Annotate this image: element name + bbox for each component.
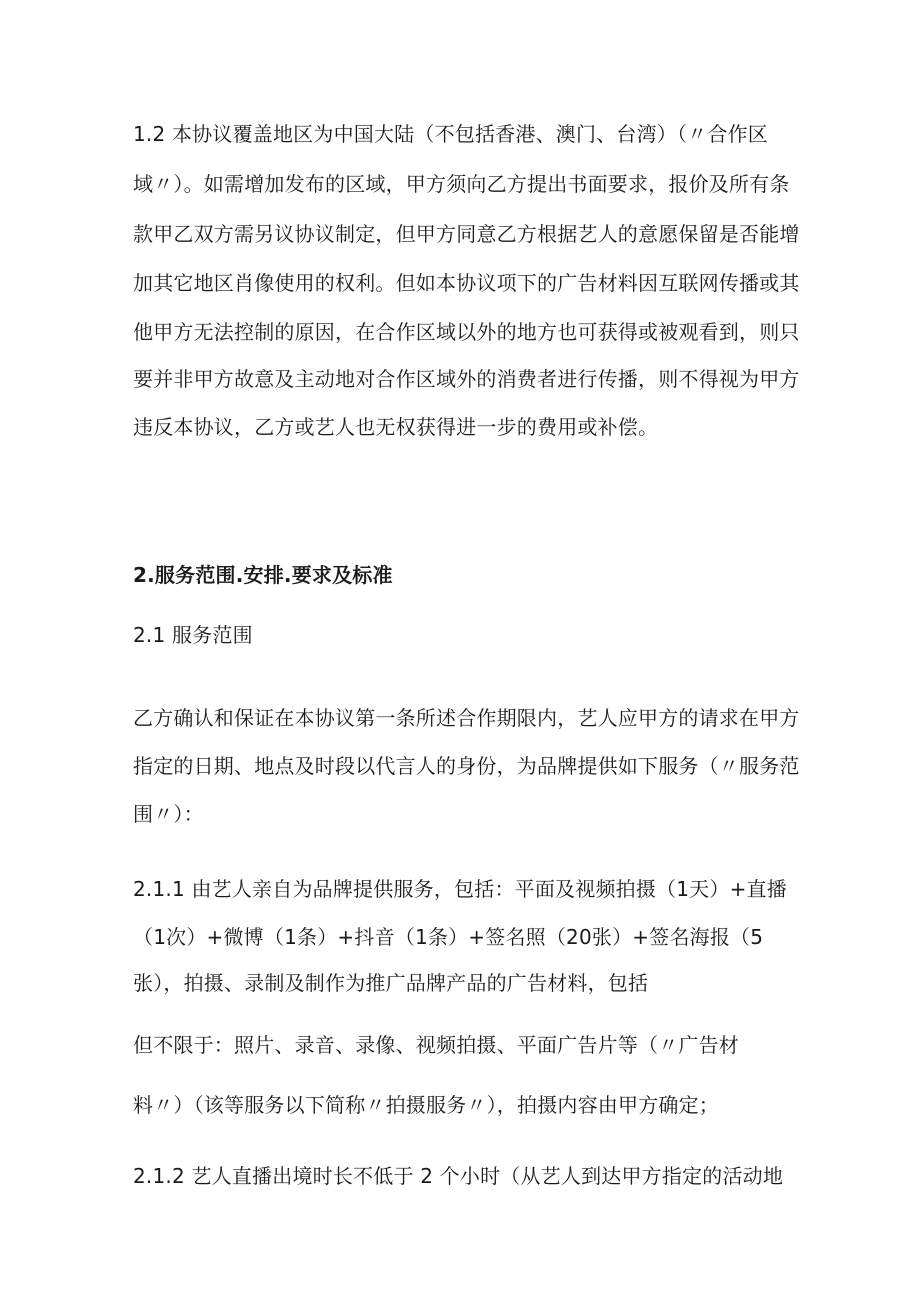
paragraph-line: 1.2 本协议覆盖地区为中国大陆（不包括香港、澳门、台湾）（〃合作区 <box>133 122 768 146</box>
paragraph-line: 要并非甲方故意及主动地对合作区域外的消费者进行传播，则不得视为甲方 <box>133 367 800 391</box>
paragraph-line: 2.1.1 由艺人亲自为品牌提供服务，包括：平面及视频拍摄（1天）+直播 <box>133 877 787 901</box>
paragraph-line: 料〃）（该等服务以下简称〃拍摄服务〃），拍摄内容由甲方确定； <box>133 1093 719 1117</box>
paragraph-line: 但不限于：照片、录音、录像、视频拍摄、平面广告片等（〃广告材 <box>133 1033 739 1057</box>
paragraph-line: 款甲乙双方需另议协议制定，但甲方同意乙方根据艺人的意愿保留是否能增 <box>133 222 800 246</box>
paragraph-line: 指定的日期、地点及时段以代言人的身份，为品牌提供如下服务（〃服务范 <box>133 754 800 778</box>
paragraph-line: 乙方确认和保证在本协议第一条所述合作期限内，艺人应甲方的请求在甲方 <box>133 706 800 730</box>
paragraph-line: 加其它地区肖像使用的权利。但如本协议项下的广告材料因互联网传播或其 <box>133 271 800 295</box>
paragraph-line: 2.1.2 艺人直播出境时长不低于 2 个小时（从艺人到达甲方指定的活动地 <box>133 1164 784 1188</box>
paragraph-line: 域〃）。如需增加发布的区域，甲方须向乙方提出书面要求，报价及所有条 <box>133 172 790 196</box>
paragraph-line: 他甲方无法控制的原因，在合作区域以外的地方也可获得或被观看到，则只 <box>133 320 800 344</box>
paragraph-line: 违反本协议，乙方或艺人也无权获得进一步的费用或补偿。 <box>133 415 659 439</box>
paragraph-line: 围〃）： <box>133 802 204 826</box>
section-heading: 2.服务范围.安排.要求及标准 <box>133 563 393 587</box>
paragraph-line: 张），拍摄、录制及制作为推广品牌产品的广告材料，包括 <box>133 971 649 995</box>
subsection-heading: 2.1 服务范围 <box>133 623 253 647</box>
paragraph-line: （1次）+微博（1条）+抖音（1条）+签名照（20张）+签名海报（5 <box>133 925 764 949</box>
